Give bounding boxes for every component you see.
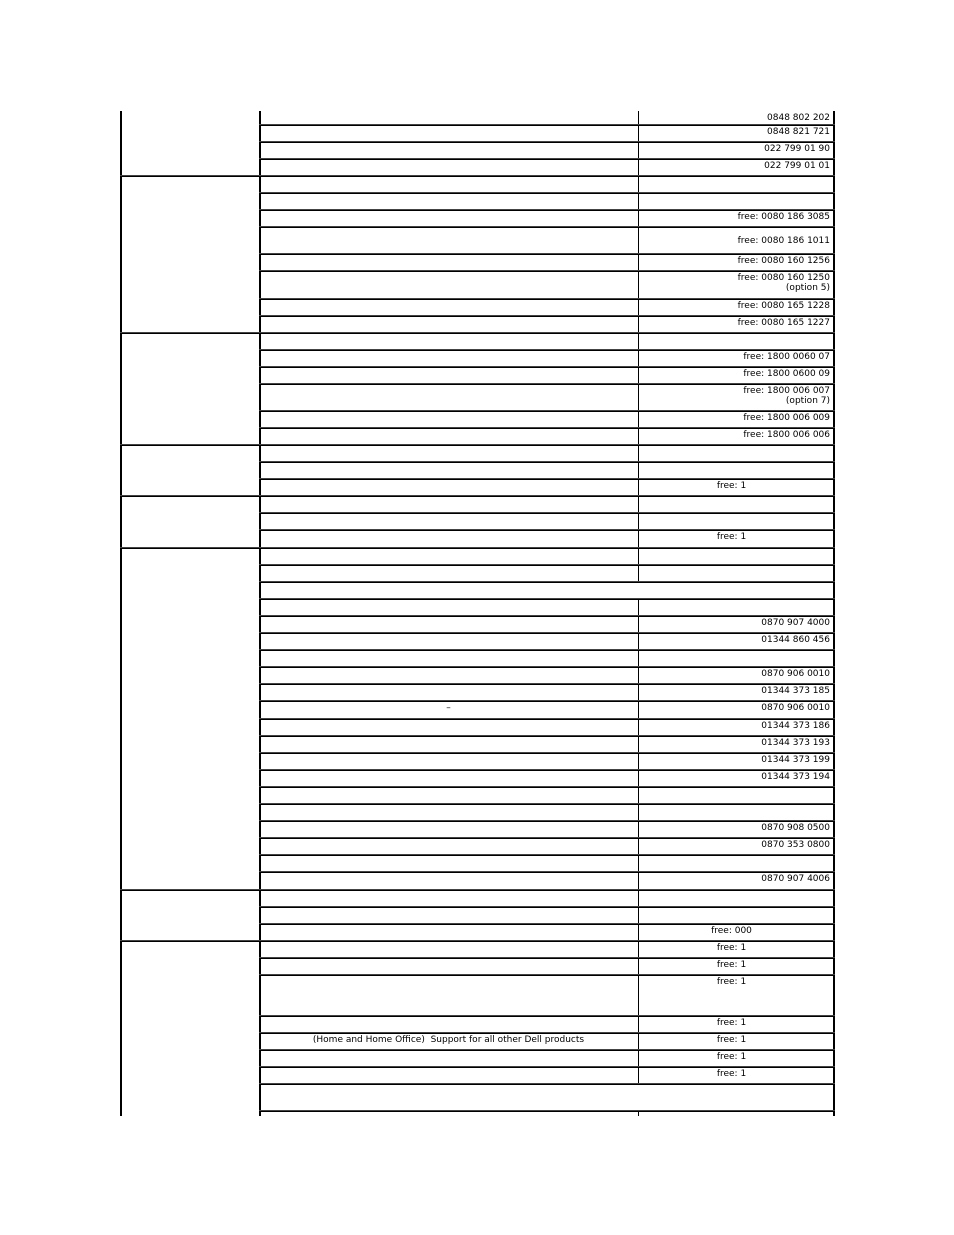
phone-number: free: 0080 160 1250 [737, 273, 830, 283]
row-divider [259, 666, 835, 668]
phone-column-border [638, 299, 639, 316]
row-divider [259, 226, 835, 228]
phone-number: 01344 373 185 [761, 686, 830, 696]
phone-column-border [638, 701, 639, 719]
phone-column-border [638, 384, 639, 411]
group-divider [120, 332, 259, 334]
row-divider [259, 906, 835, 908]
row-divider [259, 349, 835, 351]
phone-column-border [638, 821, 639, 838]
row-divider [259, 769, 835, 771]
phone-column-border [638, 838, 639, 855]
phone-number: 0848 821 721 [767, 127, 830, 137]
row-divider [259, 315, 835, 317]
row-divider [259, 427, 835, 429]
row-divider [259, 1049, 835, 1051]
phone-column-border [638, 513, 639, 530]
phone-number: 01344 860 456 [761, 635, 830, 645]
phone-number: 0870 907 4006 [761, 874, 830, 884]
row-divider [259, 632, 835, 634]
phone-column-border [638, 599, 639, 616]
phone-column-border [638, 411, 639, 428]
row-divider [259, 786, 835, 788]
row-divider [259, 410, 835, 412]
phone-column-border [638, 650, 639, 667]
row-divider [259, 461, 835, 463]
phone-number: 0870 907 4000 [761, 618, 830, 628]
phone-column-border [638, 770, 639, 787]
row-divider [259, 383, 835, 385]
phone-column-border [638, 787, 639, 804]
row-divider [259, 581, 835, 583]
phone-number: 01344 373 194 [761, 772, 830, 782]
phone-number: 0870 906 0010 [761, 669, 830, 679]
phone-column-border [638, 316, 639, 333]
row-divider [259, 598, 835, 600]
row-divider [259, 529, 835, 531]
group-divider [120, 889, 259, 891]
row-divider [259, 478, 835, 480]
phone-number: 01344 373 186 [761, 721, 830, 731]
row-divider [259, 615, 835, 617]
phone-number: free: 1 [716, 1052, 747, 1062]
phone-column-border [638, 111, 639, 125]
phone-number: 01344 373 199 [761, 755, 830, 765]
phone-number: 0848 802 202 [767, 113, 830, 123]
phone-column-border [638, 548, 639, 565]
phone-column-border [638, 667, 639, 684]
group-divider [120, 940, 259, 942]
phone-column-border [638, 227, 639, 254]
phone-column-border [638, 271, 639, 299]
group-divider [120, 495, 259, 497]
phone-number: 022 799 01 01 [764, 161, 830, 171]
phone-number: free: 1800 006 009 [743, 413, 830, 423]
phone-number: 0870 906 0010 [761, 703, 830, 713]
row-divider [259, 332, 835, 334]
description-column-border [259, 111, 261, 1116]
row-divider [259, 124, 835, 126]
row-divider [259, 803, 835, 805]
row-divider [259, 974, 835, 976]
phone-number: free: 1800 006 006 [743, 430, 830, 440]
phone-column-border [638, 159, 639, 176]
phone-column-border [638, 367, 639, 384]
row-divider [259, 564, 835, 566]
phone-column-border [638, 428, 639, 445]
row-divider [259, 1083, 835, 1085]
row-divider [259, 871, 835, 873]
row-divider [259, 1032, 835, 1034]
row-divider [259, 820, 835, 822]
table-right-border [833, 111, 835, 1116]
phone-column-border [638, 176, 639, 193]
phone-number: 0870 353 0800 [761, 840, 830, 850]
phone-number: free: 1 [716, 960, 747, 970]
row-divider [259, 752, 835, 754]
phone-number: free: 1800 0600 09 [743, 369, 830, 379]
phone-column-border [638, 855, 639, 872]
country-column-border [120, 111, 122, 1116]
phone-number: free: 1 [716, 532, 747, 542]
phone-column-border [638, 125, 639, 142]
row-divider [259, 683, 835, 685]
row-divider [259, 889, 835, 891]
phone-number: free: 0080 165 1228 [737, 301, 830, 311]
phone-number: 01344 373 193 [761, 738, 830, 748]
phone-column-border [638, 753, 639, 770]
phone-column-border [638, 350, 639, 367]
row-divider [259, 158, 835, 160]
phone-option: (option 7) [785, 396, 830, 406]
row-divider [259, 957, 835, 959]
phone-number: free: 0080 160 1256 [737, 256, 830, 266]
phone-number: free: 1 [716, 1018, 747, 1028]
phone-column-border [638, 907, 639, 924]
phone-column-border [638, 445, 639, 462]
row-divider [259, 1066, 835, 1068]
service-description: (Home and Home Office) Support for all other Dell products [312, 1035, 585, 1045]
row-divider [259, 837, 835, 839]
phone-number: free: 0080 186 3085 [737, 212, 830, 222]
phone-column-border [638, 462, 639, 479]
phone-number: free: 1 [716, 1035, 747, 1045]
row-divider [259, 141, 835, 143]
row-divider [259, 444, 835, 446]
phone-column-border [638, 890, 639, 907]
phone-column-border [638, 565, 639, 582]
phone-column-border [638, 496, 639, 513]
row-divider [259, 298, 835, 300]
phone-number: free: 000 [711, 926, 752, 936]
phone-column-border [638, 254, 639, 271]
phone-column-border [638, 210, 639, 227]
service-description: – [446, 703, 451, 713]
row-divider [259, 366, 835, 368]
phone-column-border [638, 193, 639, 210]
phone-column-border [638, 142, 639, 159]
row-divider [259, 495, 835, 497]
phone-column-border [638, 616, 639, 633]
phone-number: free: 1 [716, 481, 747, 491]
row-divider [259, 512, 835, 514]
row-divider [259, 1110, 835, 1112]
row-divider [259, 270, 835, 272]
phone-number: free: 1 [716, 943, 747, 953]
row-divider [259, 649, 835, 651]
row-divider [259, 175, 835, 177]
phone-number: free: 1800 0060 07 [743, 352, 830, 362]
phone-number: 022 799 01 90 [764, 144, 830, 154]
row-divider [259, 253, 835, 255]
row-divider [259, 923, 835, 925]
row-divider [259, 547, 835, 549]
phone-number: free: 1 [716, 1069, 747, 1079]
row-divider [259, 718, 835, 720]
phone-number: free: 0080 165 1227 [737, 318, 830, 328]
phone-column-border [638, 333, 639, 350]
phone-number: 0870 908 0500 [761, 823, 830, 833]
phone-column-border [638, 633, 639, 650]
phone-option: (option 5) [785, 283, 830, 293]
phone-column-border [638, 736, 639, 753]
phone-number: free: 1 [716, 977, 747, 987]
phone-column-border [638, 719, 639, 736]
row-divider [259, 192, 835, 194]
phone-number: free: 1800 006 007 [743, 386, 830, 396]
phone-number: free: 0080 186 1011 [737, 236, 830, 246]
row-divider [259, 700, 835, 702]
group-divider [120, 547, 259, 549]
row-divider [259, 940, 835, 942]
row-divider [259, 209, 835, 211]
row-divider [259, 735, 835, 737]
group-divider [120, 175, 259, 177]
row-divider [259, 854, 835, 856]
phone-column-border [638, 804, 639, 821]
group-divider [120, 444, 259, 446]
phone-column-border [638, 684, 639, 701]
row-divider [259, 1015, 835, 1017]
phone-column-border [638, 872, 639, 890]
